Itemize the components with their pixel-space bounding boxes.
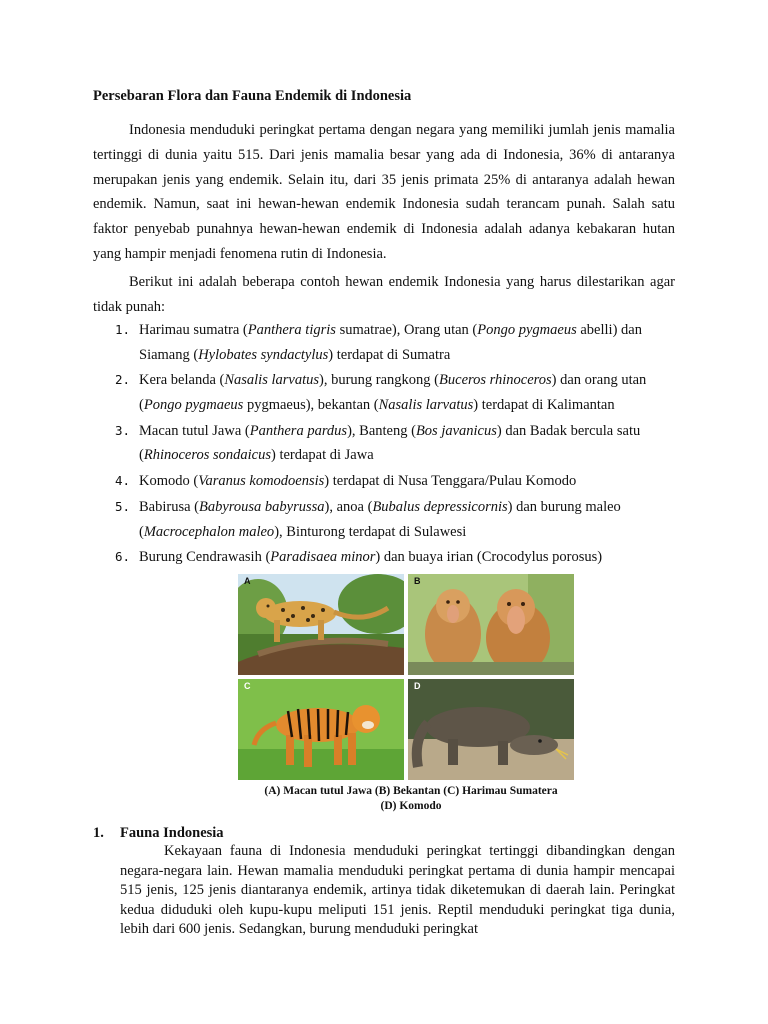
list-intro-paragraph: Berikut ini adalah beberapa contoh hewan endemik Indonesia yang harus dilestarikan agar tidak punah:	[93, 274, 675, 315]
list-item	[93, 495, 675, 544]
scientific-name: Bos javanicus	[415, 422, 497, 439]
photo-label-b: B	[414, 576, 421, 586]
photo-label-c: C	[244, 681, 251, 691]
list-number: 5.	[115, 498, 131, 514]
scientific-name: Nasalis larvatus	[378, 396, 474, 413]
list-text: abelli) dan Siamang (	[139, 322, 642, 363]
photo-komodo-dragon	[408, 679, 574, 780]
list-text: ) terdapat di Nusa Tenggara/Pulau Komodo	[324, 473, 577, 490]
animal-photo-grid	[238, 574, 574, 780]
scientific-name: Panthera tigris	[247, 322, 336, 338]
photo-sumatran-tiger	[238, 679, 404, 780]
tiger-image	[238, 679, 404, 780]
list-text: Harimau sumatra (	[139, 322, 248, 338]
list-number: 4.	[115, 473, 131, 489]
proboscis-monkey-image	[408, 574, 574, 675]
photo-javan-leopard	[238, 574, 404, 675]
list-text: ), Banteng (	[347, 422, 416, 439]
list-text: ), anoa (	[324, 498, 373, 515]
list-text: sumatrae), Orang utan (	[335, 322, 478, 338]
list-number: 1.	[115, 322, 131, 337]
list-text: ) terdapat di Jawa	[270, 447, 374, 464]
endemic-animal-list	[93, 318, 675, 571]
photo-proboscis-monkey	[408, 574, 574, 675]
list-item	[93, 469, 675, 494]
caption-line-2: (D) Komodo	[380, 800, 442, 812]
list-text: ) dan buaya irian (Crocodylus porosus)	[375, 549, 603, 566]
section-title: Fauna Indonesia	[120, 825, 224, 841]
leopard-image	[238, 574, 404, 675]
photo-label-a: A	[244, 576, 251, 586]
photo-label-d: D	[414, 681, 421, 691]
list-text: ) dan burung maleo (	[139, 498, 621, 540]
scientific-name: Varanus komodoensis	[198, 473, 325, 490]
scientific-name: Pongo pygmaeus	[143, 396, 244, 413]
list-text: Kera belanda (	[139, 372, 225, 389]
komodo-image	[408, 679, 574, 780]
section-paragraph: Kekayaan fauna di Indonesia menduduki peringkat tertinggi dibandingkan dengan negara-negara lain. Hewan mamalia menduduki peringkat pertama di dunia hampir mencapai 515 jenis, 125 jenis diantaranya endemik, artinya tidak diketemukan di daerah lain. Peringkat kedua diduduki oleh kupu-kupu meliputi 151 jenis. Reptil menduduki peringkat tiga dunia, lebih dari 600 jenis. Sedangkan, burung menduduki peringkat	[120, 843, 675, 937]
intro-paragraph: Indonesia menduduki peringkat pertama dengan negara yang memiliki jumlah jenis mamalia tertinggi di dunia yaitu 515. Dari jenis mamalia besar yang ada di Indonesia, 36% di antaranya merupakan jenis yang endemik. Selain itu, dari 35 jenis primata 25% di antaranya adalah hewan endemik. Namun, saat ini hewan-hewan endemik Indonesia sudah terancam punah. Salah satu faktor penyebab punahnya hewan-hewan endemik di Indonesia adalah adanya kebakaran hutan yang hampir menjadi fenomena rutin di Indonesia.	[93, 122, 675, 262]
scientific-name: Panthera pardus	[249, 422, 348, 439]
scientific-name: Paradisaea minor	[270, 549, 376, 566]
list-text: Macan tutul Jawa (	[139, 422, 250, 439]
list-number: 6.	[115, 549, 131, 565]
list-text: ) terdapat di Sumatra	[328, 346, 451, 363]
list-item	[93, 368, 675, 417]
scientific-name: Buceros rhinoceros	[439, 372, 552, 389]
scientific-name: Rhinoceros sondaicus	[143, 447, 271, 464]
list-text: ) dan orang utan (	[139, 372, 647, 413]
caption-line-1: (A) Macan tutul Jawa (B) Bekantan (C) Harimau Sumatera	[264, 785, 558, 797]
section-number: 1.	[93, 825, 104, 841]
scientific-name: Nasalis larvatus	[224, 372, 320, 389]
list-text: Komodo (	[139, 473, 199, 490]
list-text: Babirusa (	[139, 498, 199, 515]
list-item	[93, 545, 675, 570]
scientific-name: Pongo pygmaeus	[477, 322, 577, 338]
list-number: 2.	[115, 372, 131, 388]
section-heading	[93, 825, 224, 842]
scientific-name: Hylobates syndactylus	[198, 346, 329, 363]
list-number: 3.	[115, 422, 131, 438]
scientific-name: Bubalus depressicornis	[372, 498, 508, 515]
list-text: ), Binturong terdapat di Sulawesi	[274, 523, 467, 540]
scientific-name: Babyrousa babyrussa	[199, 498, 325, 515]
list-text: ) terdapat di Kalimantan	[473, 396, 615, 413]
list-text: ) dan Badak bercula satu (	[139, 422, 641, 464]
list-text: Burung Cendrawasih (	[139, 549, 271, 566]
list-item	[93, 318, 675, 367]
list-text: pygmaeus), bekantan (	[243, 396, 379, 413]
photo-caption	[238, 784, 584, 814]
document-title: Persebaran Flora dan Fauna Endemik di Indonesia	[93, 88, 412, 104]
list-item	[93, 419, 675, 468]
list-text: ), burung rangkong (	[319, 372, 440, 389]
scientific-name: Macrocephalon maleo	[143, 523, 275, 540]
